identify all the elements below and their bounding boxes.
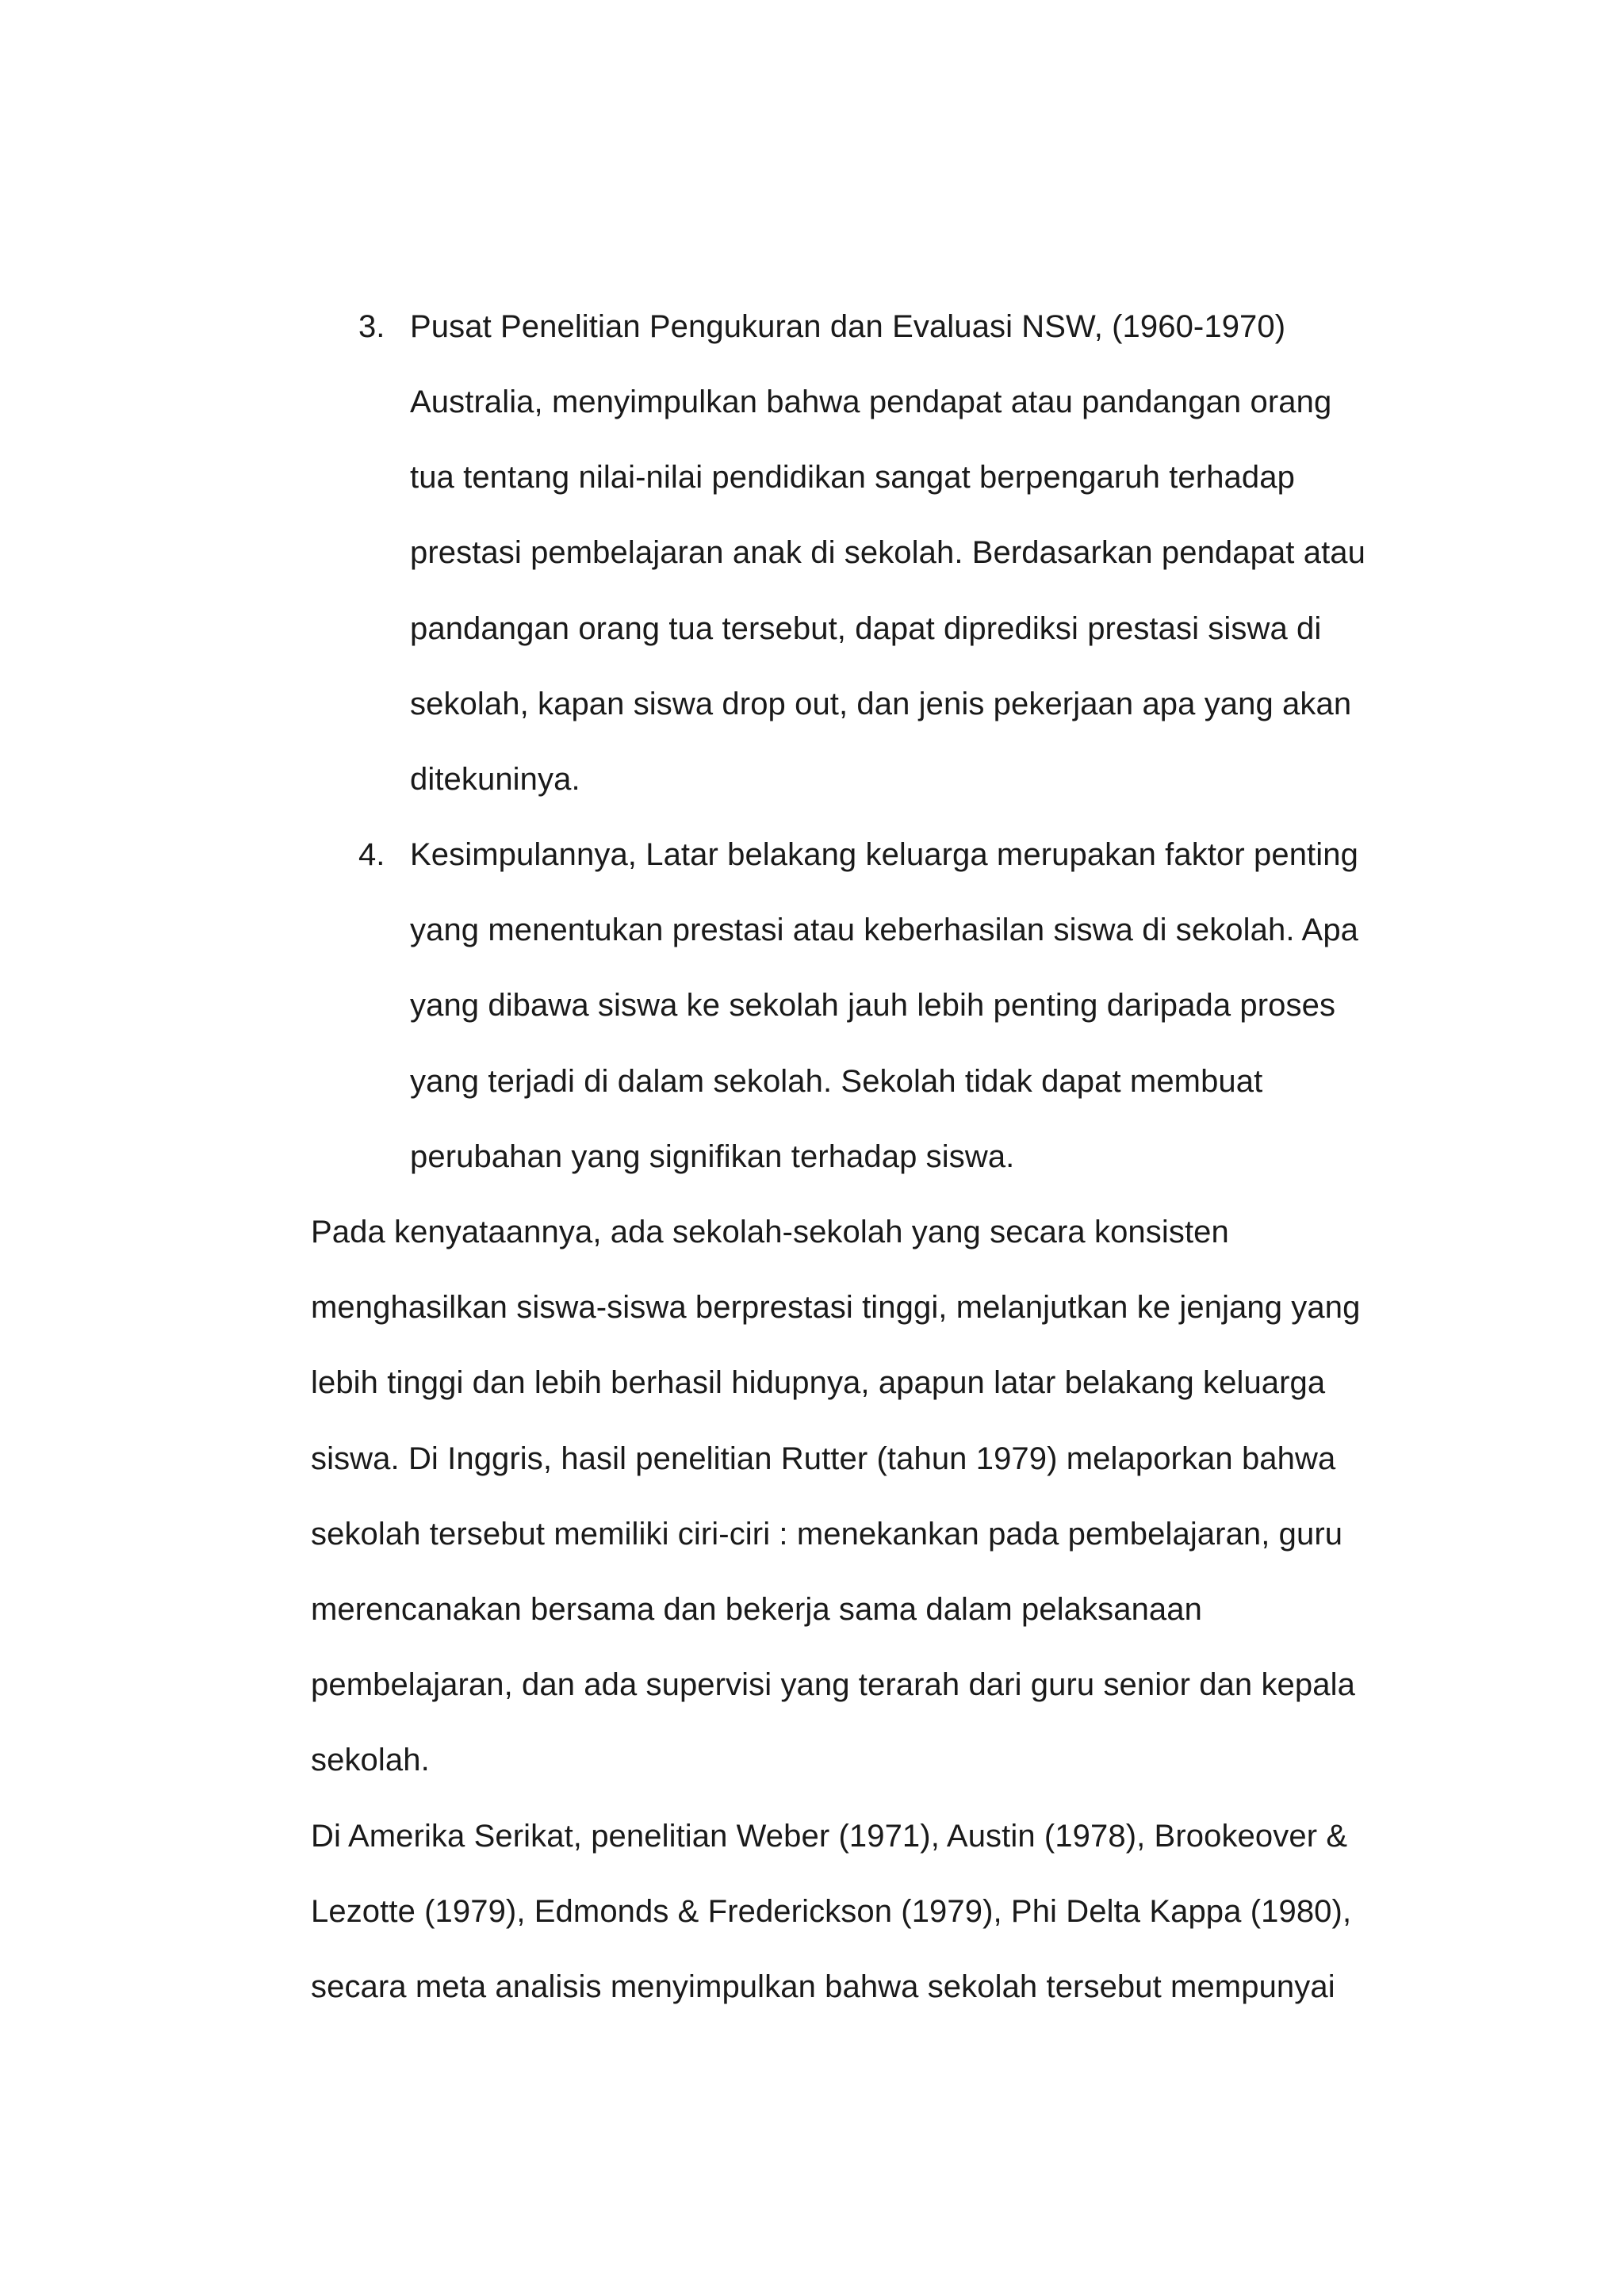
list-item-line: yang menentukan prestasi atau keberhasilan siswa di sekolah. Apa xyxy=(410,913,1359,947)
list-item-line: prestasi pembelajaran anak di sekolah. Berdasarkan pendapat atau xyxy=(410,535,1365,570)
paragraph-line: menghasilkan siswa-siswa berprestasi tinggi, melanjutkan ke jenjang yang xyxy=(311,1290,1361,1325)
list-item-line: yang terjadi di dalam sekolah. Sekolah tidak dapat membuat xyxy=(410,1064,1263,1099)
list-item-line: pandangan orang tua tersebut, dapat diprediksi prestasi siswa di xyxy=(410,611,1322,646)
list-number: 3. xyxy=(358,309,385,344)
paragraph-line: secara meta analisis menyimpulkan bahwa sekolah tersebut mempunyai xyxy=(311,1969,1335,2004)
paragraph-line: sekolah. xyxy=(311,1743,430,1777)
list-item-line: Kesimpulannya, Latar belakang keluarga merupakan faktor penting xyxy=(410,837,1358,872)
paragraph-line: Di Amerika Serikat, penelitian Weber (1971), Austin (1978), Brookeover & xyxy=(311,1819,1348,1854)
paragraph-line: lebih tinggi dan lebih berhasil hidupnya, apapun latar belakang keluarga xyxy=(311,1365,1326,1400)
paragraph-line: Pada kenyataannya, ada sekolah-sekolah yang secara konsisten xyxy=(311,1215,1229,1249)
list-item-line: ditekuninya. xyxy=(410,762,580,797)
paragraph-line: pembelajaran, dan ada supervisi yang terarah dari guru senior dan kepala xyxy=(311,1667,1355,1702)
list-item-line: yang dibawa siswa ke sekolah jauh lebih penting daripada proses xyxy=(410,988,1336,1023)
list-item-line: perubahan yang signifikan terhadap siswa. xyxy=(410,1139,1015,1174)
list-item-line: sekolah, kapan siswa drop out, dan jenis pekerjaan apa yang akan xyxy=(410,687,1352,721)
paragraph-line: sekolah tersebut memiliki ciri-ciri : menekankan pada pembelajaran, guru xyxy=(311,1517,1343,1552)
paragraph-line: Lezotte (1979), Edmonds & Frederickson (1979), Phi Delta Kappa (1980), xyxy=(311,1894,1352,1929)
list-item-line: Pusat Penelitian Pengukuran dan Evaluasi NSW, (1960-1970) xyxy=(410,309,1286,344)
list-number: 4. xyxy=(358,837,385,872)
list-item-line: tua tentang nilai-nilai pendidikan sangat berpengaruh terhadap xyxy=(410,460,1295,495)
list-item-line: Australia, menyimpulkan bahwa pendapat atau pandangan orang xyxy=(410,385,1332,419)
paragraph-line: merencanakan bersama dan bekerja sama dalam pelaksanaan xyxy=(311,1592,1202,1627)
paragraph-line: siswa. Di Inggris, hasil penelitian Rutter (tahun 1979) melaporkan bahwa xyxy=(311,1441,1336,1476)
